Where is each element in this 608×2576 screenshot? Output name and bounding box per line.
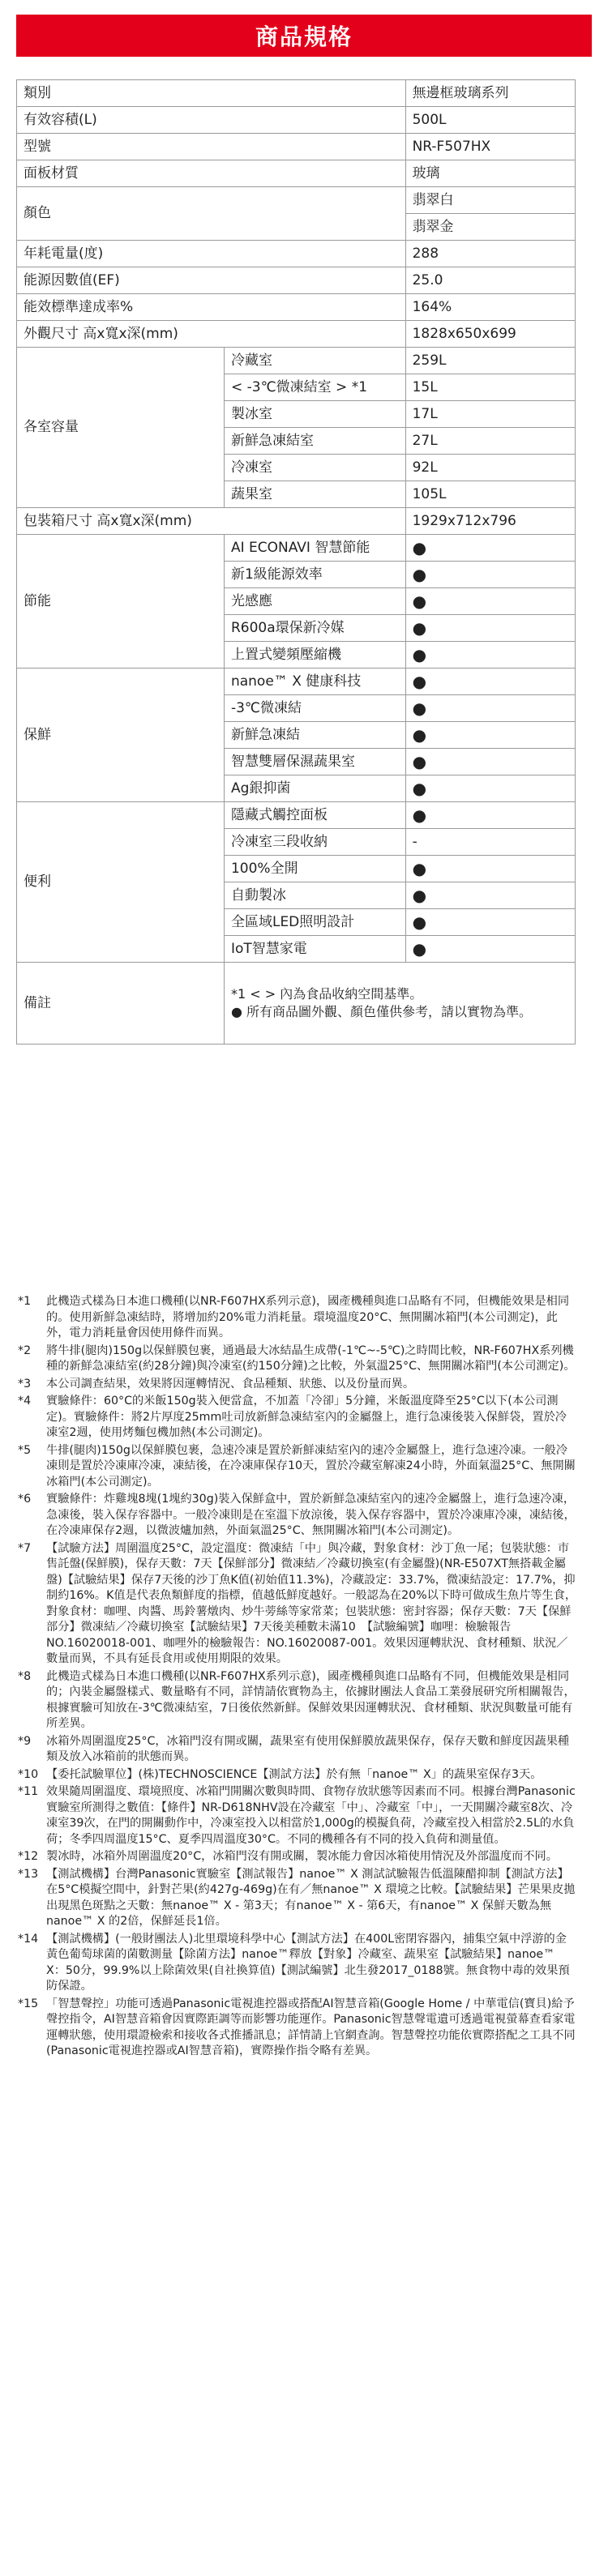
row-value: 25.0	[405, 267, 575, 294]
footnote	[18, 1443, 577, 1491]
row-label: 類別	[17, 80, 406, 107]
footnote	[18, 1767, 577, 1784]
feature-mark: ●	[405, 909, 575, 936]
footnote-text: 此機造式樣為日本進口機種(以NR-F607HX系列示意)，國產機種與進口品略有不同，但機能效果是相同的；內裝金屬盤樣式、數量略有不同，詳情請依實物為主，依據財團法人食品工業發展研究所相關報告，根據實驗可知放在-3℃微凍結室，7日後依然新鮮。保鮮效果因運轉狀況、食材種類、狀況與數量可能有所差異。	[46, 1669, 576, 1730]
row-label: 各室容量	[17, 348, 225, 508]
feature-mark: ●	[405, 669, 575, 695]
feature-label: 新鮮急凍結	[224, 722, 405, 749]
sub-label: 新鮮急凍結室	[224, 428, 405, 455]
row-label: 面板材質	[17, 160, 406, 187]
footnote-text: 此機造式樣為日本進口機種(以NR-F607HX系列示意)，國產機種與進口品略有不同，但機能效果是相同的。使用新鮮急凍結時，將增加約20%電力消耗量。環境溫度20°C、無開關冰箱門(本公司測定)，此外，電力消耗量會因使用條件而異。	[46, 1295, 570, 1339]
footnote	[18, 1377, 577, 1393]
row-label: 備註	[17, 963, 225, 1044]
note-line: ● 所有商品圖外觀、顏色僅供參考，請以實物為準。	[230, 1004, 533, 1019]
row-value: 17L	[405, 401, 575, 428]
feature-mark: ●	[405, 749, 575, 775]
table-row	[17, 508, 576, 535]
footnote-mark: *10	[18, 1767, 39, 1781]
table-row	[17, 348, 576, 374]
feature-label: R600a環保新冷媒	[224, 615, 405, 642]
row-label: 能效標準達成率%	[17, 294, 406, 321]
feature-label: 冷凍室三段收納	[224, 829, 405, 856]
footnote-text: 「智慧聲控」功能可透過Panasonic電視進控器或搭配AI智慧音箱(Google Home / 中華電信(寶貝)給予聲控指令，AI智慧音箱會因實際距調等而影響功能運作。Panasonic智慧聲電遺可透過電視螢幕查看家電運轉狀態，使用環證檢索和接收各式推播訊息；詳情請上官網查詢。智慧聲控功能依實際搭配之工具不同(Panasonic電視進控器或AI智慧音箱)，實際操作指令略有差異。	[46, 1997, 576, 2057]
feature-label: 智慧雙層保濕蔬果室	[224, 749, 405, 775]
footnote-text: 【試驗方法】周圍溫度25°C，設定溫度：微凍結「中」與冷藏，對象食材：沙丁魚一尾；包裝狀態：市售託盤(保鮮膜)，保存天數：7天【保鮮部分】微凍結／冷藏切換室(有金屬盤)(NR-E507XT無搭載金屬盤)【試驗結果】保存7天後的沙丁魚K值(初始值11.3%)，冷藏設定：33.7%，微凍結設定：17.7%，抑制約16%。K值是代表魚類鮮度的指標，值越低鮮度越好。一般認為在20%以下時可做成生魚片等生食，對象食材：咖哩、肉醬、馬鈴薯燉肉、炒牛蒡絲等家常菜；包裝狀態：密封容器；保存天數：7天【保鮮部分】微凍結／冷藏切換室【試驗結果】7天後美種數未滿10 【試驗編號】咖哩：檢驗報告NO.16020018-001、咖哩外的檢驗報告：NO.16020087-001。效果因運轉狀況、食材種類、狀況／數量而異，不具有延長食用或使用期限的效果。	[46, 1541, 577, 1665]
footnote-mark: *15	[18, 1997, 39, 2010]
feature-label: IoT智慧家電	[224, 936, 405, 963]
feature-mark: ●	[405, 936, 575, 963]
feature-mark: ●	[405, 882, 575, 909]
row-value: 15L	[405, 374, 575, 401]
spec-table	[16, 79, 576, 1044]
feature-label: 自動製冰	[224, 882, 405, 909]
row-value: 翡翠金	[405, 214, 575, 241]
footnote-text: 【測試機構】(一般財團法人)北里環境科學中心【測試方法】在400L密閉容器內，捕集空氣中浮游的金黃色葡萄球菌的菌數測量【除菌方法】nanoe™釋放【對象】冷藏室、蔬果室【試驗結果】nanoe™ X：50分，99.9%以上除菌效果(自社換算值)【測試編號】北生發2017_0188號。無食物中毒的效果預防保證。	[46, 1932, 570, 1993]
row-value: 翡翠白	[405, 187, 575, 214]
footnote	[18, 1344, 577, 1375]
feature-mark: ●	[405, 856, 575, 882]
footnote-text: 效果隨周圍溫度、環境照度、冰箱門開關次數與時間、食物存放狀態等因素而不同。根據台灣Panasonic實驗室所測得之數值：【條件】NR-D618NHV設在冷藏室「中」、冷藏室「中」，一天開關冷藏室8次、冷凍室39次，在門的開關動作中，冷凍室投入以相當於1,000g的模擬負荷，冷藏室投入相當於2.5L的水負荷；冬季四周溫度15°C、夏季四周溫度30°C。不同的機種各有不同的投入負荷和測量值。	[46, 1785, 576, 1846]
footnote	[18, 1867, 577, 1930]
table-row	[17, 321, 576, 348]
feature-label: 新1級能源效率	[224, 562, 405, 588]
sub-label: < -3℃微凍結室 > *1	[224, 374, 405, 401]
footnote-text: 製冰時，冰箱外周圍溫度20°C，冰箱門沒有開或關，製冰能力會因冰箱使用情況及外部溫度而不同。	[46, 1850, 558, 1863]
row-value: 259L	[405, 348, 575, 374]
row-value: 1828x650x699	[405, 321, 575, 348]
footnote-mark: *8	[18, 1669, 32, 1683]
footnote	[18, 1784, 577, 1848]
row-value: 92L	[405, 455, 575, 481]
feature-mark: ●	[405, 562, 575, 588]
row-label: 有效容積(L)	[17, 107, 406, 134]
feature-mark: -	[405, 829, 575, 856]
footnote-text: 將牛排(腿肉)150g以保鮮膜包裹，通過最大冰結晶生成帶(-1℃~-5℃)之時間比較，NR-F607HX系列機種的新鮮急凍結室(約28分鐘)與冷凍室(約150分鐘)之比較，外氣溫25°C、無開關冰箱門(本公司測定)。	[46, 1344, 576, 1373]
row-label: 節能	[17, 535, 225, 669]
feature-mark: ●	[405, 775, 575, 802]
feature-label: AI ECONAVI 智慧節能	[224, 535, 405, 562]
footnote	[18, 1734, 577, 1766]
row-label: 顏色	[17, 187, 406, 241]
footnotes	[18, 1294, 577, 2061]
sub-label: 製冰室	[224, 401, 405, 428]
table-row	[17, 241, 576, 267]
feature-label: 上置式變頻壓縮機	[224, 642, 405, 669]
table-row	[17, 267, 576, 294]
table-row	[17, 160, 576, 187]
footnote	[18, 1294, 577, 1342]
sub-label: 蔬果室	[224, 481, 405, 508]
feature-label: nanoe™ X 健康科技	[224, 669, 405, 695]
footnote	[18, 1849, 577, 1865]
table-row	[17, 134, 576, 160]
footnote-mark: *11	[18, 1785, 39, 1798]
row-value: 1929x712x796	[405, 508, 575, 535]
feature-label: 100%全開	[224, 856, 405, 882]
feature-mark: ●	[405, 695, 575, 722]
footnote-mark: *14	[18, 1932, 39, 1946]
table-row	[17, 963, 576, 1044]
feature-mark: ●	[405, 615, 575, 642]
row-value: 500L	[405, 107, 575, 134]
table-row	[17, 669, 576, 695]
footnote-mark: *5	[18, 1443, 32, 1457]
footnote-text: 【委托試驗單位】(株)TECHNOSCIENCE【測試方法】於有無「nanoe™ X」的蔬果室保存3天。	[46, 1767, 542, 1781]
row-value: 玻璃	[405, 160, 575, 187]
footnote-mark: *4	[18, 1395, 32, 1408]
row-label: 便利	[17, 802, 225, 963]
table-row	[17, 802, 576, 829]
feature-mark: ●	[405, 535, 575, 562]
footnote	[18, 1394, 577, 1442]
table-row	[17, 107, 576, 134]
footnote-text: 牛排(腿肉)150g以保鮮膜包裹，急速冷凍是置於新鮮凍結室內的速冷金屬盤上，進行急速冷凍。一般冷凍則是置於冷凍庫冷凍，凍結後，在冷凍庫保存10天，置於冷藏室解凍24小時，外面氣溫25°C、無開關冰箱門(本公司測定)。	[46, 1443, 576, 1489]
row-label: 能源因數值(EF)	[17, 267, 406, 294]
feature-label: -3℃微凍結	[224, 695, 405, 722]
table-row	[17, 80, 576, 107]
footnote-text: 【測試機構】台灣Panasonic實驗室【測試報告】nanoe™ X 測試試驗報告低溫陳醋抑制【測試方法】在5°C模擬空間中，針對芒果(約427g-469g)在有／無nanoe™ X 環境之比較。【試驗結果】芒果果皮拋出現黑色斑點之天數：無nanoe™ X - 第3天；有nanoe™ X - 第6天，有nanoe™ X 保鮮天數為無nanoe™ X 的2倍，保鮮延長1倍。	[46, 1867, 576, 1928]
feature-mark: ●	[405, 802, 575, 829]
table-row	[17, 535, 576, 562]
row-label: 保鮮	[17, 669, 225, 802]
note-line: *1 < > 內為食品收納空間基準。	[230, 986, 423, 1002]
feature-mark: ●	[405, 588, 575, 615]
page-title: 商品規格	[16, 15, 592, 57]
footnote-mark: *2	[18, 1344, 32, 1357]
footnote-mark: *7	[18, 1541, 32, 1555]
footnote	[18, 1669, 577, 1732]
row-value: 27L	[405, 428, 575, 455]
feature-label: Ag銀抑菌	[224, 775, 405, 802]
footnote	[18, 1932, 577, 1995]
row-value: 288	[405, 241, 575, 267]
feature-label: 光感應	[224, 588, 405, 615]
row-value: 無邊框玻璃系列	[405, 80, 575, 107]
footnote	[18, 1541, 577, 1668]
footnote	[18, 1997, 577, 2060]
row-label: 外觀尺寸 高x寬x深(mm)	[17, 321, 406, 348]
row-label: 包裝箱尺寸 高x寬x深(mm)	[17, 508, 406, 535]
footnote-text: 冰箱外周圍溫度25°C，冰箱門沒有開或關，蔬果室有使用保鮮膜放蔬果保存，保存天數和鮮度因蔬果種類及放入冰箱前的狀態而異。	[46, 1734, 570, 1763]
footnote-mark: *12	[18, 1850, 39, 1863]
footnote-mark: *13	[18, 1867, 39, 1881]
footnote	[18, 1492, 577, 1540]
feature-mark: ●	[405, 642, 575, 669]
feature-label: 隱藏式觸控面板	[224, 802, 405, 829]
feature-mark: ●	[405, 722, 575, 749]
footnote-mark: *9	[18, 1734, 32, 1748]
sub-label: 冷凍室	[224, 455, 405, 481]
row-label: 型號	[17, 134, 406, 160]
footnote-text: 實驗條件：60°C的米飯150g裝入便當盒，不加蓋「冷卻」5分鐘，米飯溫度降至25°C以下(本公司測定)。實驗條件：將2片厚度25mm吐司放新鮮急凍結室內的金屬盤上，進行急凍後裝入保鮮袋，置於冷凍室2週，使用烤麵包機加熱(本公司測定)。	[46, 1395, 567, 1439]
table-row	[17, 187, 576, 214]
sub-label: 冷藏室	[224, 348, 405, 374]
row-value: 105L	[405, 481, 575, 508]
note-cell	[224, 963, 575, 1044]
row-value: NR-F507HX	[405, 134, 575, 160]
feature-label: 全區域LED照明設計	[224, 909, 405, 936]
footnote-text: 實驗條件：炸雞塊8塊(1塊約30g)裝入保鮮盒中，置於新鮮急凍結室內的速冷金屬盤上，進行急速冷凍，急凍後，裝入保存容器中。一般冷凍則是在室溫下放涼後，裝入保存容器中，置於冷凍庫冷凍，凍結後，在冷凍庫保存2週，以微波爐加熱，外面氣溫25°C、無開關冰箱門(本公司測定)。	[46, 1493, 576, 1537]
footnote-mark: *6	[18, 1493, 32, 1506]
row-value: 164%	[405, 294, 575, 321]
table-row	[17, 294, 576, 321]
footnote-mark: *1	[18, 1295, 32, 1308]
footnote-text: 本公司調查結果，效果將因運轉情況、食品種類、狀態、以及份量而異。	[46, 1377, 415, 1391]
row-label: 年耗電量(度)	[17, 241, 406, 267]
footnote-mark: *3	[18, 1377, 32, 1391]
